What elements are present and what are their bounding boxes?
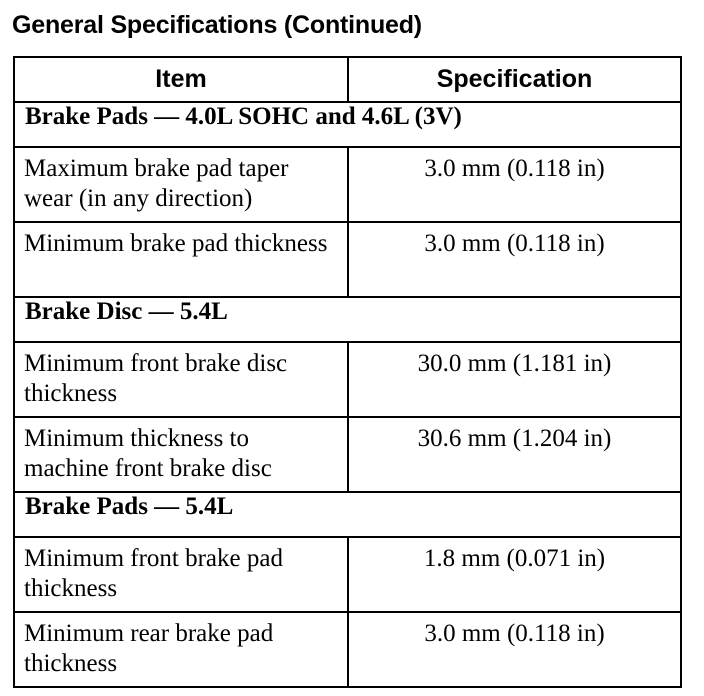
column-header-specification: Specification xyxy=(348,57,681,102)
table-row xyxy=(14,417,681,492)
section-heading: Brake Disc — 5.4L xyxy=(14,297,681,342)
section-heading: Brake Pads — 5.4L xyxy=(14,492,681,537)
table-row xyxy=(14,147,681,222)
specification-cell: 1.8 mm (0.071 in) xyxy=(348,537,681,612)
specification-cell: 3.0 mm (0.118 in) xyxy=(348,147,681,222)
item-cell: Maximum brake pad taper wear (in any direction) xyxy=(14,147,348,222)
table-row xyxy=(14,222,681,297)
section-heading: Brake Pads — 4.0L SOHC and 4.6L (3V) xyxy=(14,102,681,147)
section-row xyxy=(14,297,681,342)
specification-cell: 3.0 mm (0.118 in) xyxy=(348,222,681,297)
table-header-row xyxy=(14,57,681,102)
section-row xyxy=(14,492,681,537)
specification-cell: 3.0 mm (0.118 in) xyxy=(348,612,681,687)
page-title: General Specifications (Continued) xyxy=(12,11,422,39)
item-cell: Minimum brake pad thickness xyxy=(14,222,348,297)
table-row xyxy=(14,612,681,687)
section-row xyxy=(14,102,681,147)
table-row xyxy=(14,342,681,417)
item-cell: Minimum front brake pad thickness xyxy=(14,537,348,612)
item-cell: Minimum rear brake pad thickness xyxy=(14,612,348,687)
item-cell: Minimum thickness to machine front brake disc xyxy=(14,417,348,492)
column-header-item: Item xyxy=(14,57,348,102)
specification-cell: 30.6 mm (1.204 in) xyxy=(348,417,681,492)
specification-cell: 30.0 mm (1.181 in) xyxy=(348,342,681,417)
table-row xyxy=(14,537,681,612)
specifications-table xyxy=(13,56,682,688)
item-cell: Minimum front brake disc thickness xyxy=(14,342,348,417)
